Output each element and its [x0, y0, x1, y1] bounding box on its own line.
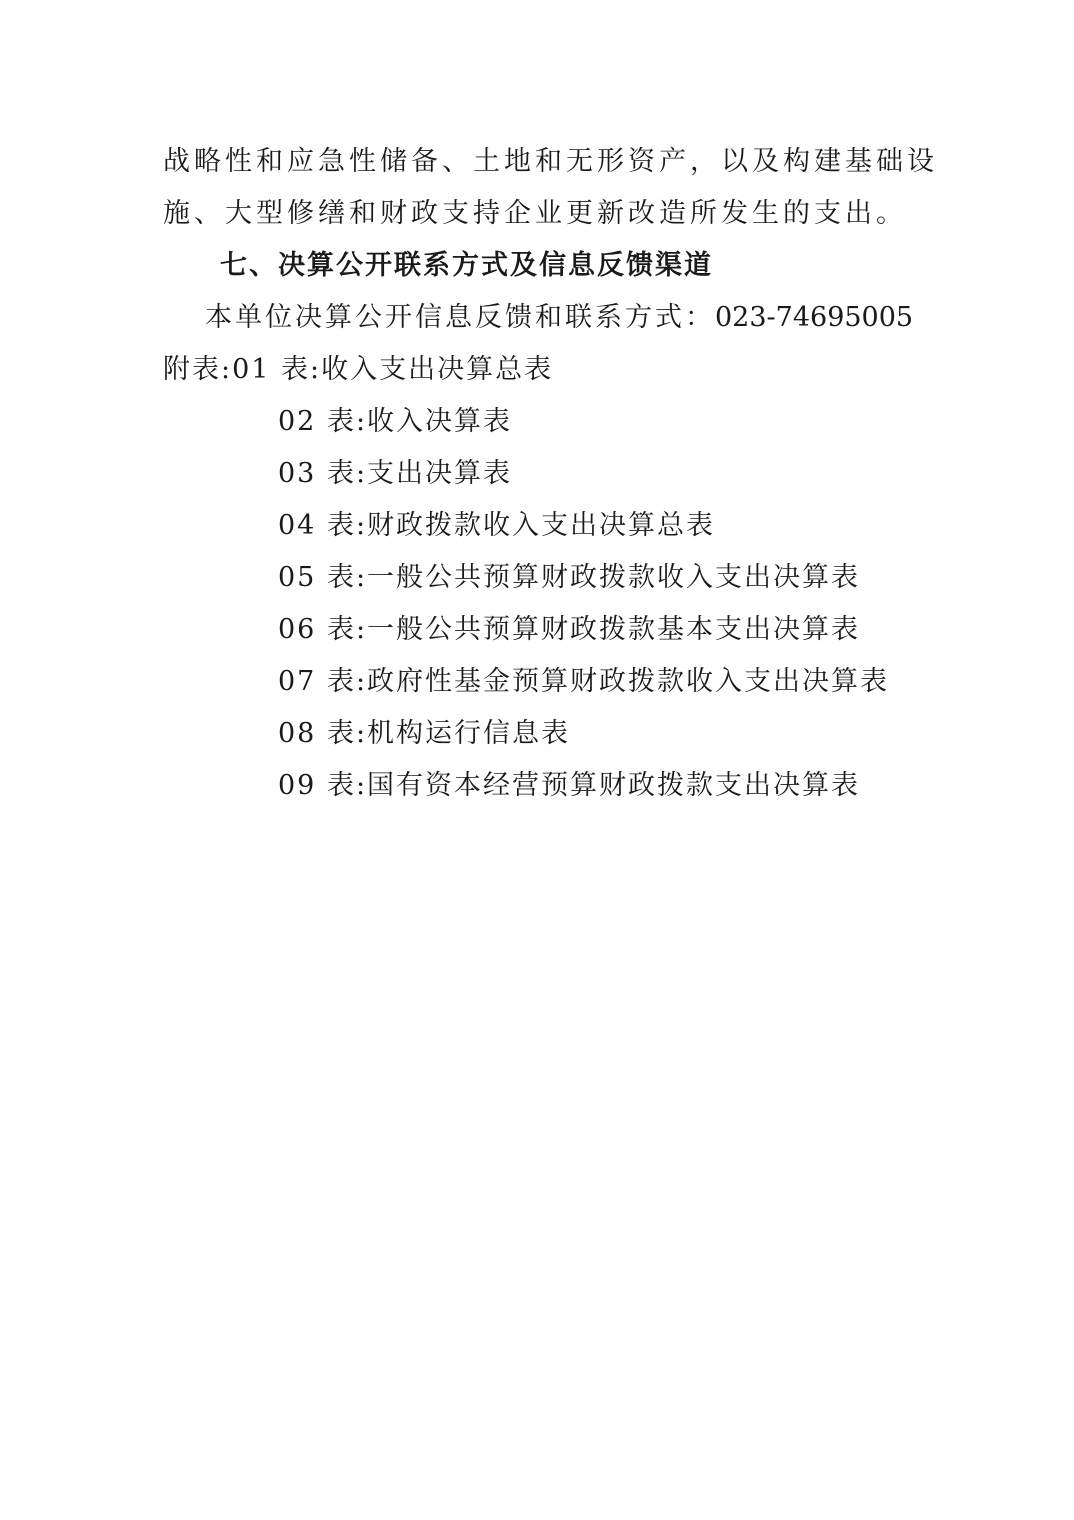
contact-label: 本单位决算公开信息反馈和联系方式： [205, 302, 715, 333]
attachment-item-label: 01 表:收入支出决算总表 [232, 354, 554, 385]
attachment-item: 03 表:支出决算表 [278, 458, 513, 489]
section-heading: 七、决算公开联系方式及信息反馈渠道 [220, 250, 713, 281]
attachment-item: 06 表:一般公共预算财政拨款基本支出决算表 [278, 614, 861, 645]
attachment-item: 02 表:收入决算表 [278, 406, 513, 437]
contact-line [205, 298, 913, 338]
body-text-line: 战略性和应急性储备、土地和无形资产，以及构建基础设 [163, 146, 938, 177]
attachment-item: 09 表:国有资本经营预算财政拨款支出决算表 [278, 770, 861, 801]
attachment-item: 04 表:财政拨款收入支出决算总表 [278, 510, 716, 541]
attachment-item: 08 表:机构运行信息表 [278, 718, 571, 749]
attachment-prefix: 附表: [163, 354, 233, 385]
attachment-item [163, 350, 553, 390]
contact-number: 023-74695005 [715, 302, 914, 333]
body-text-line: 施、大型修缮和财政支持企业更新改造所发生的支出。 [163, 198, 907, 229]
attachment-item: 05 表:一般公共预算财政拨款收入支出决算表 [278, 562, 861, 593]
attachment-item: 07 表:政府性基金预算财政拨款收入支出决算表 [278, 666, 890, 697]
